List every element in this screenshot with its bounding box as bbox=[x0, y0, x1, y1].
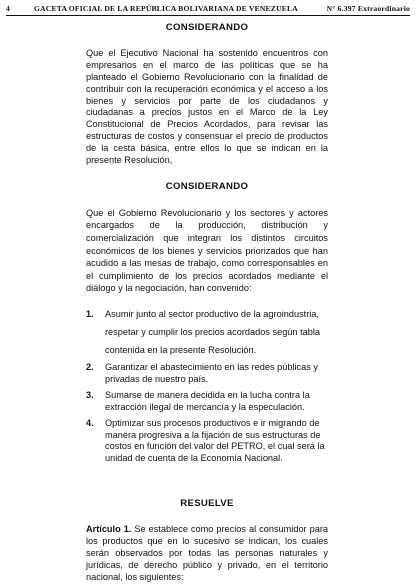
considerando-paragraph-1: Que el Ejecutivo Nacional ha sostenido encuentros con empresarios en el marco de las políticas que se ha planteado el Gobierno Revolucionario con la finalidad de contribuir con la recuperación económica y el acceso a los bienes y servicios por parte de los ciudadanos y ciudadanas a precios justos en el Marco de la Ley Constitucional de Precios Acordados, para revisar las estructuras de costos y consensuar el precio de productos de la cesta básica, entre ellos lo que se indican en la presente Resolución, bbox=[86, 47, 328, 166]
list-item-number: 1. bbox=[86, 309, 94, 320]
list-item bbox=[86, 362, 328, 386]
list-item-text: Garantizar el abastecimiento en las redes públicas y privadas de nuestro país. bbox=[105, 362, 318, 384]
list-item-text: Sumarse de manera decidida en la lucha contra la extracción ilegal de mercancía y la especulación. bbox=[105, 389, 310, 412]
considerando-heading-2: CONSIDERANDO bbox=[165, 180, 249, 192]
gazette-title: GACETA OFICIAL DE LA REPÚBLICA BOLIVARIANA DE VENEZUELA bbox=[34, 4, 298, 13]
considerando-paragraph-2: Que el Gobierno Revolucionario y los sectores y actores encargados de la producción, distribución y comercialización que integran los distintos circuitos económicos de los bienes y servicios priorizados que han acudido a las mesas de trabajo, como corresponsables en el cumplimiento de los precios acordados mediante el diálogo y la negociación, han convenido: bbox=[86, 207, 328, 294]
list-item-number: 4. bbox=[86, 417, 94, 428]
considerando-heading-1: CONSIDERANDO bbox=[165, 22, 249, 33]
page-number: 4 bbox=[6, 4, 10, 13]
header-rule bbox=[6, 15, 410, 16]
resuelve-heading: RESUELVE bbox=[180, 498, 234, 510]
article-1-paragraph bbox=[86, 524, 328, 584]
list-item-number: 2. bbox=[86, 362, 94, 373]
document-column bbox=[86, 22, 328, 584]
list-item-text: Asumir junto al sector productivo de la agroindustria, respetar y cumplir los precios acordados según tabla contenida en la presente Resolución. bbox=[105, 309, 320, 356]
list-item bbox=[86, 390, 328, 414]
article-1-text: Se establece como precios al consumidor para los productos que en lo sucesivo se indican, los cuales serán observados por todas las personas naturales y jurídicas, de derecho público y privado, en el territorio nacional, los siguientes: bbox=[86, 524, 328, 582]
agreement-list bbox=[86, 305, 328, 465]
list-item bbox=[86, 305, 328, 359]
issue-number: N° 6.397 Extraordinario bbox=[326, 4, 410, 13]
article-1-label: Artículo 1. bbox=[86, 524, 132, 535]
list-item bbox=[86, 418, 328, 466]
gazette-header bbox=[6, 4, 410, 15]
list-item-number: 3. bbox=[86, 389, 94, 400]
list-item-text: Optimizar sus procesos productivos e ir migrando de manera progresiva a la fijación de sus estructuras de costos en función del valor del PETRO, el cual será la unidad de cuenta de la Economía Nacional. bbox=[105, 417, 325, 464]
